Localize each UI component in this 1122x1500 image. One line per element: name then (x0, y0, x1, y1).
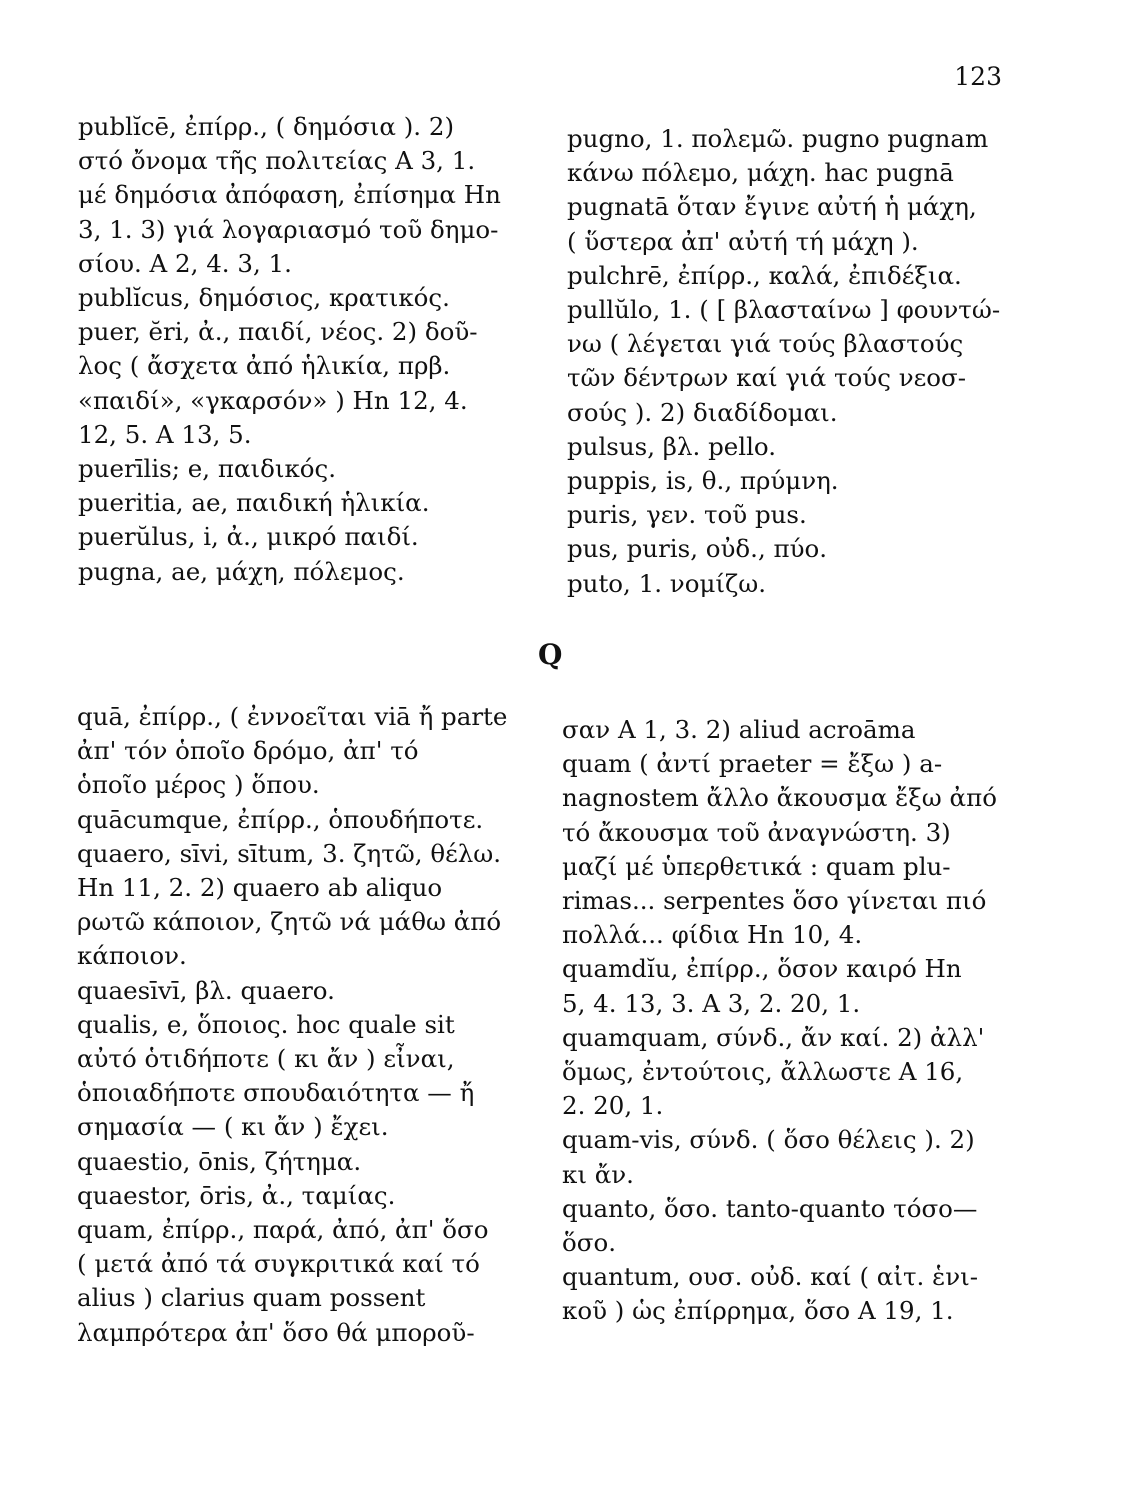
entry-line: pueritia, ae, παιδική ἡλικία. (78, 488, 430, 518)
entry-line: quamdĭu, ἐπίρρ., ὅσον καιρό Ηn (562, 954, 962, 984)
entry-line: ( ὕστερα ἀπ' αὐτή τή μάχη ). (567, 226, 919, 256)
dictionary-column-left-bottom (77, 700, 537, 1350)
entry-line: pus, puris, οὐδ., πύο. (567, 534, 828, 564)
entry-line: κάνω πόλεμο, μάχη. hac pugnā (567, 158, 954, 188)
entry-line: τῶν δέντρων καί γιά τούς νεοσ- (567, 363, 967, 393)
entry-line: κοῦ ) ὡς ἐπίρρημα, ὅσο Α 19, 1. (562, 1296, 954, 1326)
entry-line: quanto, ὅσο. tanto-quanto τόσο— (562, 1193, 978, 1223)
entry-line: ὁποῖο μέρος ) ὅπου. (77, 770, 320, 800)
entry-line: 2. 20, 1. (562, 1091, 664, 1121)
entry-line: λαμπρότερα ἀπ' ὅσο θά μποροῦ- (77, 1317, 475, 1347)
entry-line: puer, ĕri, ἀ., παιδί, νέος. 2) δοῦ- (78, 317, 478, 347)
section-letter: Q (538, 638, 563, 671)
entry-line: puto, 1. νομίζω. (567, 568, 767, 598)
entry-line: pullŭlo, 1. ( [ βλασταίνω ] φουντώ- (567, 295, 1001, 325)
entry-line: ὁποιαδήποτε σπουδαιότητα — ἤ (77, 1078, 475, 1108)
dictionary-column-right-top (567, 122, 1007, 601)
entry-line: quā, ἐπίρρ., ( ἐννοεῖται viā ἤ parte (77, 702, 508, 731)
entry-line: κάποιον. (77, 941, 187, 971)
entry-line: alius ) clarius quam possent (77, 1283, 426, 1313)
entry-line: pugna, ae, μάχη, πόλεμος. (78, 556, 405, 586)
entry-line: σημασία — ( κι ἄν ) ἔχει. (77, 1112, 389, 1142)
entry-line: 12, 5. Α 13, 5. (78, 419, 252, 449)
entry-line: quaero, sīvi, sītum, 3. ζητῶ, θέλω. (77, 838, 502, 868)
entry-line: quācumque, ἐπίρρ., ὁπουδήποτε. (77, 804, 484, 834)
entry-line: σίου. Α 2, 4. 3, 1. (78, 248, 292, 278)
entry-line: quam ( ἀντί praeter = ἔξω ) a- (562, 749, 943, 779)
entry-line: puerīlis; e, παιδικός. (78, 454, 337, 484)
entry-line: στό ὄνομα τῆς πολιτείας Α 3, 1. (78, 146, 476, 176)
entry-line: quaestor, ōris, ἀ., ταμίας. (77, 1180, 396, 1210)
entry-line: τό ἄκουσμα τοῦ ἀναγνώστη. 3) (562, 817, 951, 847)
entry-line: 3, 1. 3) γιά λογαριασμό τοῦ δημο- (78, 214, 499, 244)
entry-line: ἀπ' τόν ὁποῖο δρόμο, ἀπ' τό (77, 736, 419, 766)
entry-line: ὅσο. (562, 1228, 617, 1258)
page-number: 123 (954, 62, 1002, 91)
entry-line: quaesīvī, βλ. quaero. (77, 975, 335, 1005)
entry-line: puppis, is, θ., πρύμνη. (567, 466, 839, 496)
entry-line: rimas... serpentes ὅσο γίνεται πιό (562, 886, 987, 916)
entry-line: pulsus, βλ. pello. (567, 431, 777, 461)
entry-line: quaestio, ōnis, ζήτημα. (77, 1146, 362, 1176)
entry-line: quam, ἐπίρρ., παρά, ἀπό, ἀπ' ὅσο (77, 1215, 489, 1245)
entry-line: quantum, ουσ. οὐδ. καί ( αἰτ. ἑνι- (562, 1262, 978, 1292)
entry-line: quam-vis, σύνδ. ( ὅσο θέλεις ). 2) (562, 1125, 975, 1155)
entry-line: puris, γεν. τοῦ pus. (567, 500, 807, 530)
entry-line: «παιδί», «γκαρσόν» ) Ηn 12, 4. (78, 385, 468, 415)
entry-line: αὐτό ὁτιδήποτε ( κι ἄν ) εἶναι, (77, 1044, 455, 1074)
entry-line: nagnostem ἄλλο ἄκουσμα ἔξω ἀπό (562, 783, 997, 813)
entry-line: ρωτῶ κάποιον, ζητῶ νά μάθω ἀπό (77, 907, 502, 937)
entry-line: λος ( ἄσχετα ἀπό ἡλικία, πρβ. (78, 351, 451, 381)
entry-line: publĭcus, δημόσιος, κρατικός. (78, 283, 450, 313)
entry-line: μαζί μέ ὑπερθετικά : quam plu- (562, 851, 951, 881)
entry-line: publĭcē, ἐπίρρ., ( δημόσια ). 2) (78, 112, 455, 141)
entry-line: pulchrē, ἐπίρρ., καλά, ἐπιδέξια. (567, 260, 962, 290)
entry-line: pugnatā ὅταν ἔγινε αὐτή ἡ μάχη, (567, 192, 977, 222)
entry-line: qualis, e, ὅποιος. hoc quale sit (77, 1009, 455, 1039)
entry-line: ( μετά ἀπό τά συγκριτικά καί τό (77, 1249, 480, 1279)
entry-line: σαν Α 1, 3. 2) aliud acroāma (562, 715, 916, 744)
entry-line: pugno, 1. πολεμῶ. pugno pugnam (567, 124, 989, 153)
entry-line: ὅμως, ἐντούτοις, ἄλλωστε Α 16, (562, 1057, 964, 1087)
entry-line: κι ἄν. (562, 1159, 634, 1189)
entry-line: νω ( λέγεται γιά τούς βλαστούς (567, 329, 964, 359)
entry-line: μέ δημόσια ἀπόφαση, ἐπίσημα Ηn (78, 180, 501, 210)
entry-line: πολλά... φίδια Ηn 10, 4. (562, 920, 863, 950)
entry-line: 5, 4. 13, 3. Α 3, 2. 20, 1. (562, 988, 861, 1018)
entry-line: quamquam, σύνδ., ἄν καί. 2) ἀλλ' (562, 1022, 985, 1052)
entry-line: Ηn 11, 2. 2) quaero ab aliquo (77, 873, 443, 903)
entry-line: σούς ). 2) διαδίδομαι. (567, 397, 838, 427)
dictionary-column-right-bottom (562, 713, 1002, 1329)
entry-line: puerŭlus, i, ἀ., μικρό παιδί. (78, 522, 419, 552)
dictionary-column-left-top (78, 110, 538, 589)
